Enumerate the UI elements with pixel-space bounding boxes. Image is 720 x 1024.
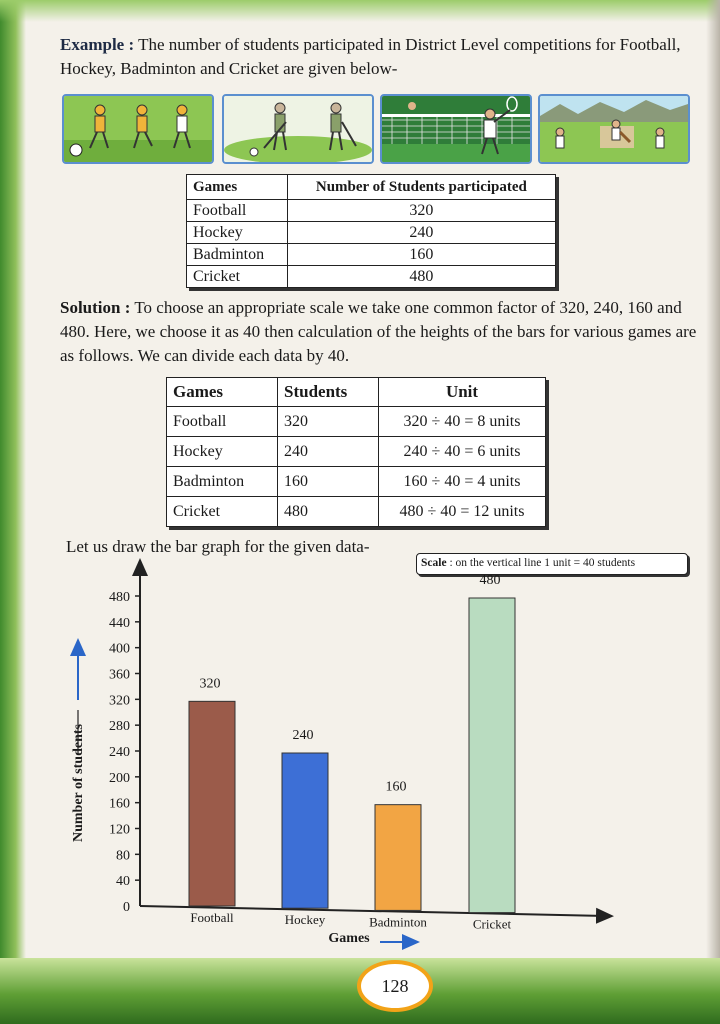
y-tick-label: 240 bbox=[109, 745, 130, 760]
bar-cricket bbox=[469, 598, 515, 913]
y-ticks bbox=[109, 590, 140, 915]
y-tick-label: 80 bbox=[116, 848, 130, 864]
count-cell: 240 bbox=[287, 222, 555, 244]
x-category-label: Cricket bbox=[472, 916, 512, 932]
bar-value-label: 160 bbox=[385, 779, 407, 795]
unit-cell: 320 ÷ 40 = 8 units bbox=[379, 407, 546, 437]
example-text: The number of students participated in District Level competitions for Football, Hockey, Badminton and Cricket are given below- bbox=[60, 35, 681, 78]
game-cell: Football bbox=[187, 200, 288, 222]
students-cell: 480 bbox=[278, 497, 379, 527]
game-cell: Cricket bbox=[167, 497, 278, 527]
y-tick-label: 160 bbox=[109, 796, 130, 812]
y-tick-label: 400 bbox=[109, 641, 130, 657]
x-category-label: Badminton bbox=[369, 914, 427, 930]
y-tick-label: 0 bbox=[123, 900, 130, 915]
bar-value-label: 240 bbox=[292, 728, 314, 743]
y-tick-label: 280 bbox=[109, 719, 130, 735]
y-tick-label: 40 bbox=[116, 874, 130, 890]
game-cell: Football bbox=[167, 407, 278, 437]
count-cell: 480 bbox=[287, 266, 555, 288]
game-cell: Badminton bbox=[187, 244, 288, 266]
game-cell: Badminton bbox=[167, 467, 278, 497]
unit-cell: 480 ÷ 40 = 12 units bbox=[379, 497, 546, 527]
unit-cell: 160 ÷ 40 = 4 units bbox=[379, 467, 546, 497]
column-header-games: Games bbox=[187, 175, 288, 200]
bar-badminton bbox=[375, 805, 421, 911]
y-tick-label: 360 bbox=[109, 667, 130, 683]
y-tick-label: 480 bbox=[109, 590, 130, 605]
y-tick-label: 200 bbox=[109, 770, 130, 786]
count-cell: 320 bbox=[287, 200, 555, 222]
x-category-label: Football bbox=[190, 910, 234, 925]
y-tick-label: 320 bbox=[109, 693, 130, 709]
game-cell: Cricket bbox=[187, 266, 288, 288]
column-header-unit: Unit bbox=[379, 378, 546, 407]
game-cell: Hockey bbox=[167, 437, 278, 467]
y-tick-label: 120 bbox=[109, 822, 130, 838]
bar-football bbox=[189, 701, 235, 906]
scale-label: Scale bbox=[421, 557, 447, 569]
students-cell: 240 bbox=[278, 437, 379, 467]
bars bbox=[189, 573, 515, 932]
y-axis-label: Number of students bbox=[71, 724, 86, 842]
count-cell: 160 bbox=[287, 244, 555, 266]
students-cell: 320 bbox=[278, 407, 379, 437]
x-axis-label: Games bbox=[328, 931, 370, 946]
game-cell: Hockey bbox=[187, 222, 288, 244]
bar-value-label: 480 bbox=[479, 573, 501, 588]
bar-hockey bbox=[282, 753, 328, 908]
students-cell: 160 bbox=[278, 467, 379, 497]
bar-value-label: 320 bbox=[199, 676, 221, 692]
x-category-label: Hockey bbox=[284, 912, 326, 928]
draw-instruction: Let us draw the bar graph for the given data- bbox=[66, 537, 370, 556]
scale-text: : on the vertical line 1 unit = 40 students bbox=[449, 557, 636, 569]
column-header-games: Games bbox=[167, 378, 278, 407]
page-number: 128 bbox=[357, 960, 433, 1012]
example-label: Example : bbox=[60, 35, 135, 54]
column-header-students: Number of Students participated bbox=[287, 175, 555, 200]
column-header-students: Students bbox=[278, 378, 379, 407]
y-tick-label: 440 bbox=[109, 615, 130, 631]
solution-text: To choose an appropriate scale we take one common factor of 320, 240, 160 and 480. Here, we choose it as 40 then calculation of the heights of the bars for various games are as follows. We can divide each data by 40. bbox=[60, 298, 697, 365]
solution-label: Solution : bbox=[60, 298, 131, 317]
unit-cell: 240 ÷ 40 = 6 units bbox=[379, 437, 546, 467]
